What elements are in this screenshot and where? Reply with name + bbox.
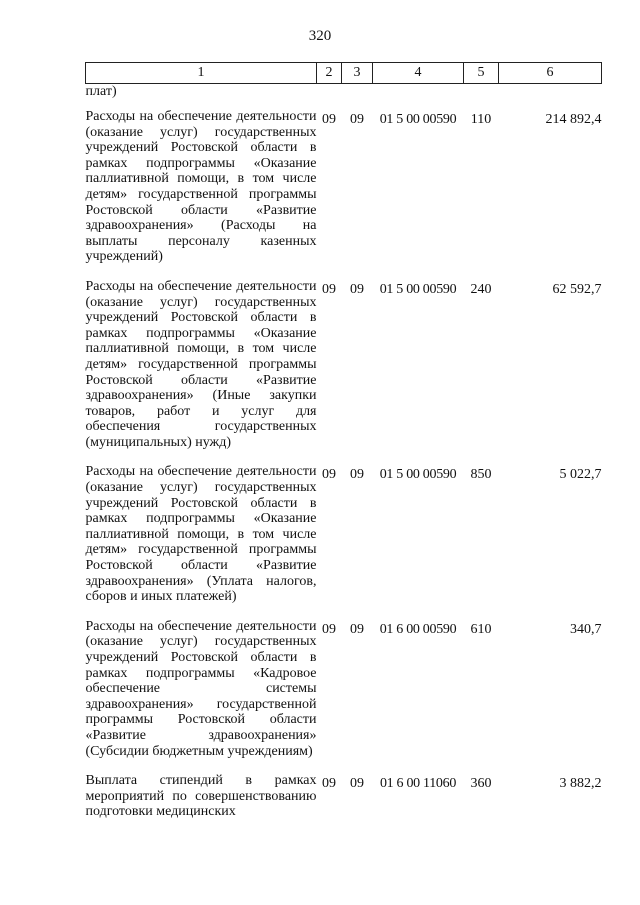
- row-amount: 3 882,2: [559, 776, 602, 792]
- header-col-5: 5: [464, 63, 499, 84]
- table-row: [86, 109, 602, 279]
- page-number: 320: [308, 28, 332, 44]
- row-target-code: 01 5 00 00590: [379, 281, 457, 297]
- row-amount: 62 592,7: [552, 281, 602, 297]
- row-target-code: 01 6 00 00590: [379, 621, 457, 637]
- row-description: Расходы на обеспечение деятельности (оказание услуг) государственных учреждений Ростовской области в рамках подпрограммы «Оказание паллиативной помощи, в том числе детям» государственной программы Ростовской области «Развитие здравоохранения» (Расходы на выплаты персоналу казенных учреждений): [85, 109, 317, 265]
- row-amount: 214 892,4: [545, 112, 602, 127]
- table-row: [86, 773, 602, 834]
- row-subsection: 09: [350, 467, 364, 483]
- row-section: 09: [322, 467, 336, 483]
- row-description: Расходы на обеспечение деятельности (оказание услуг) государственных учреждений Ростовской области в рамках подпрограммы «Кадровое обеспечение системы здравоохранения» государственной программы Ростовской области «Развитие здравоохранения» (Субсидии бюджетным учреждениям): [85, 618, 317, 759]
- header-col-4: 4: [373, 63, 464, 84]
- row-subsection: 09: [350, 776, 364, 792]
- row-subsection: 09: [350, 621, 364, 637]
- row-target-code: 01 5 00 00590: [379, 112, 457, 127]
- budget-table: [85, 62, 602, 834]
- row-expense-type: 240: [470, 281, 492, 297]
- row-target-code: 01 5 00 00590: [379, 467, 457, 483]
- row-expense-type: 360: [470, 776, 492, 792]
- row-description: Выплата стипендий в рамках мероприятий по совершенствованию подготовки медицинских: [85, 773, 317, 820]
- row-expense-type: 110: [470, 112, 492, 127]
- header-col-2: 2: [317, 63, 342, 84]
- header-col-6: 6: [499, 63, 602, 84]
- continuation-row: [86, 84, 602, 110]
- row-section: 09: [322, 621, 336, 637]
- header-col-3: 3: [342, 63, 373, 84]
- row-expense-type: 850: [470, 467, 492, 483]
- row-subsection: 09: [350, 112, 364, 127]
- table-row: [86, 619, 602, 773]
- row-amount: 340,7: [570, 621, 602, 637]
- row-target-code: 01 6 00 11060: [379, 776, 457, 792]
- row-subsection: 09: [350, 281, 364, 297]
- row-amount: 5 022,7: [559, 467, 602, 483]
- row-section: 09: [322, 112, 336, 127]
- table-row: [86, 464, 602, 618]
- table-header-row: [86, 63, 602, 84]
- row-section: 09: [322, 281, 336, 297]
- table-row: [86, 279, 602, 465]
- continuation-text: плат): [85, 84, 117, 99]
- row-description: Расходы на обеспечение деятельности (оказание услуг) государственных учреждений Ростовской области в рамках подпрограммы «Оказание паллиативной помощи, в том числе детям» государственной программы Ростовской области «Развитие здравоохранения» (Уплата налогов, сборов и иных платежей): [85, 464, 317, 605]
- row-description: Расходы на обеспечение деятельности (оказание услуг) государственных учреждений Ростовской области в рамках подпрограммы «Оказание паллиативной помощи, в том числе детям» государственной программы Ростовской области «Развитие здравоохранения» (Иные закупки товаров, работ и услуг для обеспечения государственных (муниципальных) нужд): [85, 278, 317, 450]
- row-expense-type: 610: [470, 621, 492, 637]
- header-col-1: 1: [86, 63, 317, 84]
- row-section: 09: [322, 776, 336, 792]
